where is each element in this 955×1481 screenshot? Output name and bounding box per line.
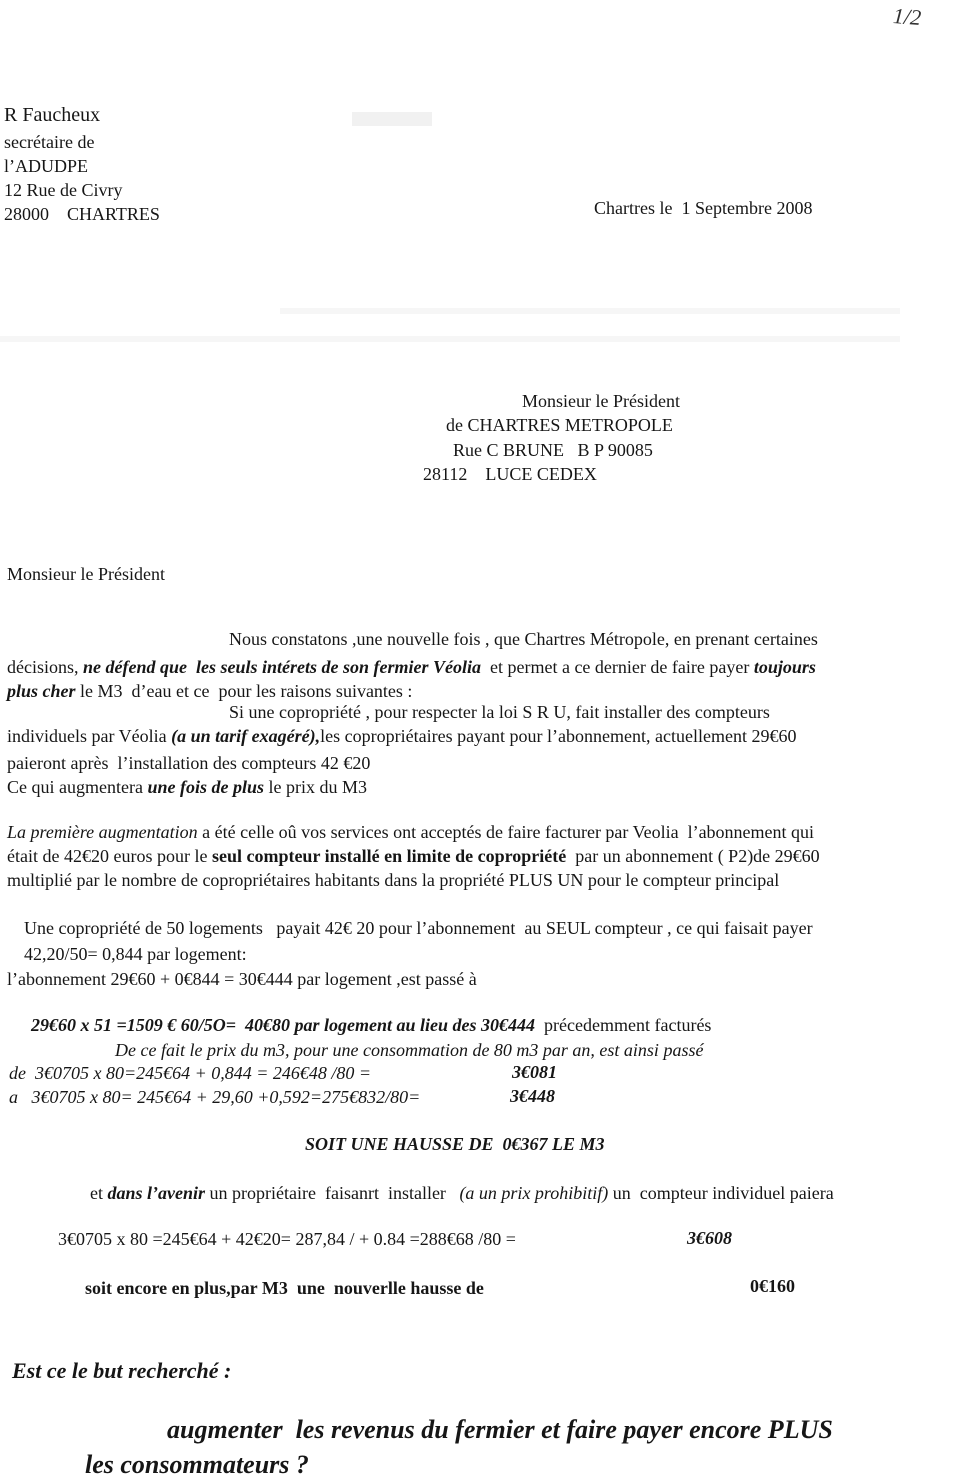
body-line: Une copropriété de 50 logements payait 42€ 20 pour l’abonnement au SEUL compteur , ce qui faisait payer <box>24 918 813 938</box>
emphasis-text: ne défend que les seuls intérets de son fermier Véolia <box>83 657 481 677</box>
calculation-line: de 3€0705 x 80=245€64 + 0,844 = 246€48 /80 = <box>9 1063 372 1083</box>
text-segment: le M3 d’eau et ce pour les raisons suivantes : <box>75 681 413 701</box>
text-segment: par un abonnement ( P2)de 29€60 <box>566 846 820 866</box>
emphasis-text: dans l’avenir <box>107 1183 206 1203</box>
text-segment: décisions, <box>7 657 83 677</box>
emphasis-text: La première augmentation <box>7 822 198 842</box>
sender-name: R Faucheux <box>4 104 101 126</box>
calculation-result: 3€081 <box>512 1062 557 1082</box>
calculation-result: 0€160 <box>750 1276 795 1296</box>
bleed-through-mark <box>352 112 432 126</box>
text-segment: le prix du M3 <box>263 777 367 797</box>
sender-org: l’ADUDPE <box>4 156 88 176</box>
emphasis-text: 29€60 x 51 =1509 € 60/5O= 40€80 par logement au lieu des 30€444 <box>31 1015 536 1035</box>
sender-street: 12 Rue de Civry <box>4 180 123 200</box>
body-line <box>7 821 814 843</box>
text-segment: était de 42€20 euros pour le <box>7 846 212 866</box>
body-line: Si une copropriété , pour respecter la loi S R U, fait installer des compteurs <box>229 702 770 722</box>
text-segment: un propriétaire faisanrt installer <box>205 1183 460 1203</box>
text-segment: individuels par Véolia <box>7 726 172 746</box>
sender-role: secrétaire de <box>4 132 95 152</box>
text-segment: et <box>90 1183 108 1203</box>
bleed-through-mark <box>280 308 900 314</box>
emphasis-text: une fois de plus <box>147 777 264 797</box>
body-line <box>7 845 820 867</box>
calculation-line: soit encore en plus,par M3 une nouverlle hausse de <box>85 1278 484 1298</box>
bleed-through-mark <box>0 336 900 342</box>
calculation-line <box>31 1014 711 1036</box>
calculation-result: 3€608 <box>687 1228 732 1248</box>
closing-question: Est ce le but recherché : <box>12 1358 232 1383</box>
text-segment: précedemment facturés <box>535 1015 712 1035</box>
text-segment: Ce qui augmentera <box>7 777 148 797</box>
body-line <box>7 656 816 678</box>
text-segment: les copropriétaires payant pour l’abonnement, actuellement 29€60 <box>320 726 797 746</box>
body-line <box>7 680 412 702</box>
emphasis-text: plus cher <box>7 681 76 701</box>
body-line: l’abonnement 29€60 + 0€844 = 30€444 par logement ,est passé à <box>7 969 477 989</box>
salutation: Monsieur le Président <box>7 564 165 584</box>
text-segment: un compteur individuel paiera <box>608 1183 834 1203</box>
recipient-line: Monsieur le Président <box>522 391 680 411</box>
body-line: multiplié par le nombre de copropriétaires habitants dans la propriété PLUS UN pour le compteur principal <box>7 870 780 890</box>
increase-heading: SOIT UNE HAUSSE DE 0€367 LE M3 <box>305 1134 605 1154</box>
body-line <box>90 1182 834 1204</box>
body-line: Nous constatons ,une nouvelle fois , que Chartres Métropole, en prenant certaines <box>229 629 818 649</box>
body-line <box>7 776 367 798</box>
recipient-line: de CHARTRES METROPOLE <box>446 415 673 435</box>
letter-date: Chartres le 1 Septembre 2008 <box>594 198 813 218</box>
closing-question: les consommateurs ? <box>85 1450 309 1479</box>
recipient-line: Rue C BRUNE B P 90085 <box>453 440 653 460</box>
page-number: 1/2 <box>892 3 922 30</box>
body-line: 42,20/50= 0,844 par logement: <box>24 944 247 964</box>
sender-city: 28000 CHARTRES <box>4 204 160 224</box>
emphasis-text: (a un prix prohibitif) <box>459 1183 609 1203</box>
closing-question: augmenter les revenus du fermier et faire payer encore PLUS <box>167 1415 833 1444</box>
body-line <box>7 725 796 747</box>
text-segment: a été celle oû vos services ont acceptés de faire facturer par Veolia l’abonnement qui <box>197 822 815 842</box>
body-line: paieront après l’installation des compteurs 42 €20 <box>7 753 371 773</box>
calculation-result: 3€448 <box>510 1086 555 1106</box>
recipient-line: 28112 LUCE CEDEX <box>423 464 597 484</box>
calculation-line: 3€0705 x 80 =245€64 + 42€20= 287,84 / + 0.84 =288€68 /80 = <box>58 1229 516 1249</box>
text-segment: et permet a ce dernier de faire payer <box>480 657 754 677</box>
calculation-line: a 3€0705 x 80= 245€64 + 29,60 +0,592=275€832/80= <box>9 1087 421 1107</box>
emphasis-text: toujours <box>753 657 816 677</box>
calculation-line: De ce fait le prix du m3, pour une consommation de 80 m3 par an, est ainsi passé <box>115 1040 704 1060</box>
emphasis-text: seul compteur installé en limite de copropriété <box>211 846 567 866</box>
emphasis-text: (a un tarif exagéré), <box>171 726 321 746</box>
